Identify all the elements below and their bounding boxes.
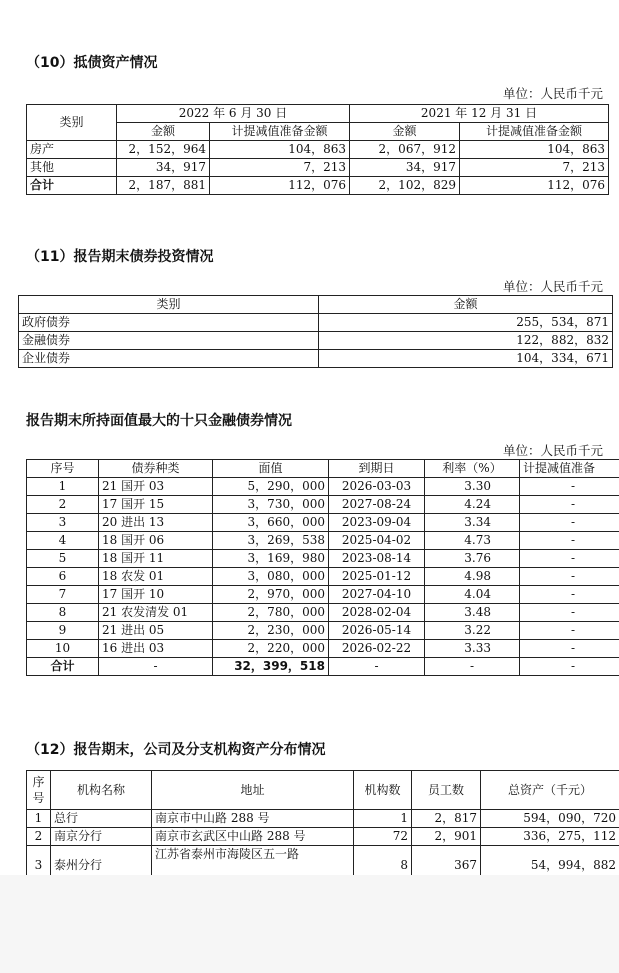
cell-provision: - [520, 640, 619, 658]
cell-rate: 4.04 [425, 586, 520, 604]
cell-provision: 112，076 [460, 177, 609, 195]
cell-rate: 3.22 [425, 622, 520, 640]
cell-amount: 104，334，671 [319, 350, 613, 368]
total-row [27, 177, 609, 195]
cell-category: 企业债券 [19, 350, 319, 368]
cell-no: 10 [27, 640, 99, 658]
header-name: 机构名称 [51, 771, 152, 810]
cell-staff: 367 [412, 846, 481, 876]
table-row [27, 568, 619, 586]
cell-no: 1 [27, 478, 99, 496]
cell-no: 3 [27, 846, 51, 876]
cell-amount: 2，187，881 [117, 177, 210, 195]
cell-provision: - [520, 550, 619, 568]
cell-face: 3，660，000 [213, 514, 329, 532]
cell-address: 江苏省泰州市海陵区五一路 [152, 846, 354, 876]
table-row [27, 640, 619, 658]
header-amount-2: 金额 [350, 123, 460, 141]
cell-amount: 34，917 [350, 159, 460, 177]
header-assets: 总资产（千元） [481, 771, 619, 810]
cell-category: 其他 [27, 159, 117, 177]
cell-maturity: 2026-02-22 [329, 640, 425, 658]
cell-rate: - [425, 658, 520, 676]
top-bonds-table [26, 459, 619, 676]
cell-face: 3，269，538 [213, 532, 329, 550]
cell-type: 18 国开 11 [99, 550, 213, 568]
cell-category: 金融债券 [19, 332, 319, 350]
header-period2: 2021 年 12 月 31 日 [350, 105, 609, 123]
table-row [27, 846, 619, 876]
cell-category: 政府债券 [19, 314, 319, 332]
cell-rate: 3.76 [425, 550, 520, 568]
table-row [27, 514, 619, 532]
table-row [27, 604, 619, 622]
header-maturity: 到期日 [329, 460, 425, 478]
section11-title: （11）报告期末债券投资情况 [26, 249, 214, 265]
cell-face: 3，730，000 [213, 496, 329, 514]
cell-rate: 3.33 [425, 640, 520, 658]
cell-face: 2，220，000 [213, 640, 329, 658]
cell-no: 5 [27, 550, 99, 568]
foreclosed-assets-table [26, 104, 609, 195]
cell-amount: 2，067，912 [350, 141, 460, 159]
cell-type: 21 农发清发 01 [99, 604, 213, 622]
cell-rate: 4.24 [425, 496, 520, 514]
cell-no: 2 [27, 496, 99, 514]
table-row [19, 332, 613, 350]
cell-assets: 54，994，882 [481, 846, 619, 876]
cell-no: 9 [27, 622, 99, 640]
cell-provision: 112，076 [210, 177, 350, 195]
cell-provision: - [520, 478, 619, 496]
table-row [27, 550, 619, 568]
header-provision-2: 计提减值准备金额 [460, 123, 609, 141]
header-no: 序号 [27, 460, 99, 478]
table-row [19, 350, 613, 368]
cell-amount: 122，882，832 [319, 332, 613, 350]
cell-name: 南京分行 [51, 828, 152, 846]
cell-amount: 2，152，964 [117, 141, 210, 159]
header-face: 面值 [213, 460, 329, 478]
table-row [27, 496, 619, 514]
header-address: 地址 [152, 771, 354, 810]
cell-type: 21 进出 05 [99, 622, 213, 640]
cell-provision: - [520, 622, 619, 640]
cell-rate: 3.34 [425, 514, 520, 532]
cell-count: 1 [354, 810, 412, 828]
cell-amount: 2，102，829 [350, 177, 460, 195]
table-row [27, 622, 619, 640]
cell-count: 72 [354, 828, 412, 846]
cell-no: 1 [27, 810, 51, 828]
cell-provision: - [520, 586, 619, 604]
blank-area [0, 875, 619, 973]
section11-unit: 单位：人民币千元 [502, 279, 603, 294]
cell-count: 8 [354, 846, 412, 876]
table-row [27, 478, 619, 496]
section10-title: （10）抵债资产情况 [26, 55, 158, 71]
cell-face: 32，399，518 [213, 658, 329, 676]
cell-maturity: 2026-03-03 [329, 478, 425, 496]
cell-provision: - [520, 514, 619, 532]
cell-rate: 4.73 [425, 532, 520, 550]
cell-face: 5，290，000 [213, 478, 329, 496]
table-row [27, 586, 619, 604]
cell-type: 17 国开 15 [99, 496, 213, 514]
cell-maturity: 2027-08-24 [329, 496, 425, 514]
cell-provision: - [520, 496, 619, 514]
cell-staff: 2，817 [412, 810, 481, 828]
header-staff: 员工数 [412, 771, 481, 810]
cell-name: 泰州分行 [51, 846, 152, 876]
cell-maturity: 2025-04-02 [329, 532, 425, 550]
cell-no: 4 [27, 532, 99, 550]
table-row [27, 810, 619, 828]
cell-face: 2，970，000 [213, 586, 329, 604]
cell-face: 3，169，980 [213, 550, 329, 568]
cell-maturity: 2026-05-14 [329, 622, 425, 640]
cell-no: 8 [27, 604, 99, 622]
cell-staff: 2，901 [412, 828, 481, 846]
cell-provision: 104，863 [210, 141, 350, 159]
cell-type: 21 国开 03 [99, 478, 213, 496]
cell-provision: - [520, 568, 619, 586]
cell-face: 2，780，000 [213, 604, 329, 622]
header-category: 类别 [27, 105, 117, 141]
cell-provision: - [520, 604, 619, 622]
cell-provision: 104，863 [460, 141, 609, 159]
cell-assets: 594，090，720 [481, 810, 619, 828]
cell-total-label: 合计 [27, 177, 117, 195]
cell-type: - [99, 658, 213, 676]
cell-rate: 3.30 [425, 478, 520, 496]
cell-maturity: 2025-01-12 [329, 568, 425, 586]
cell-type: 18 农发 01 [99, 568, 213, 586]
cell-type: 16 进出 03 [99, 640, 213, 658]
branch-assets-table [26, 770, 619, 875]
cell-rate: 4.98 [425, 568, 520, 586]
header-period1: 2022 年 6 月 30 日 [117, 105, 350, 123]
cell-no: 2 [27, 828, 51, 846]
total-row [27, 658, 619, 676]
cell-maturity: 2028-02-04 [329, 604, 425, 622]
cell-no: 6 [27, 568, 99, 586]
cell-assets: 336，275，112 [481, 828, 619, 846]
table-row [27, 828, 619, 846]
cell-address: 南京市中山路 288 号 [152, 810, 354, 828]
cell-amount: 255，534，871 [319, 314, 613, 332]
header-type: 债券种类 [99, 460, 213, 478]
cell-amount: 34，917 [117, 159, 210, 177]
cell-maturity: - [329, 658, 425, 676]
cell-face: 2，230，000 [213, 622, 329, 640]
cell-face: 3，080，000 [213, 568, 329, 586]
cell-maturity: 2023-09-04 [329, 514, 425, 532]
header-category: 类别 [19, 296, 319, 314]
cell-rate: 3.48 [425, 604, 520, 622]
header-amount: 金额 [319, 296, 613, 314]
cell-name: 总行 [51, 810, 152, 828]
section12-title: （12）报告期末，公司及分支机构资产分布情况 [26, 742, 326, 758]
table-row [27, 159, 609, 177]
topbonds-title: 报告期末所持面值最大的十只金融债券情况 [26, 413, 292, 429]
cell-no: 7 [27, 586, 99, 604]
cell-no: 3 [27, 514, 99, 532]
header-rate: 利率（%） [425, 460, 520, 478]
table-row [19, 314, 613, 332]
cell-maturity: 2027-04-10 [329, 586, 425, 604]
topbonds-unit: 单位：人民币千元 [502, 443, 603, 458]
header-no: 序号 [27, 771, 51, 810]
cell-category: 房产 [27, 141, 117, 159]
header-amount-1: 金额 [117, 123, 210, 141]
section10-unit: 单位：人民币千元 [502, 86, 603, 101]
cell-type: 17 国开 10 [99, 586, 213, 604]
cell-maturity: 2023-08-14 [329, 550, 425, 568]
table-row [27, 141, 609, 159]
header-provision-1: 计提减值准备金额 [210, 123, 350, 141]
bond-investment-table [18, 295, 613, 368]
cell-provision: - [520, 658, 619, 676]
cell-address: 南京市玄武区中山路 288 号 [152, 828, 354, 846]
cell-provision: 7，213 [210, 159, 350, 177]
cell-provision: 7，213 [460, 159, 609, 177]
cell-type: 20 进出 13 [99, 514, 213, 532]
header-provision: 计提减值准备 [520, 460, 619, 478]
cell-type: 18 国开 06 [99, 532, 213, 550]
header-count: 机构数 [354, 771, 412, 810]
cell-provision: - [520, 532, 619, 550]
cell-total-label: 合计 [27, 658, 99, 676]
table-row [27, 532, 619, 550]
